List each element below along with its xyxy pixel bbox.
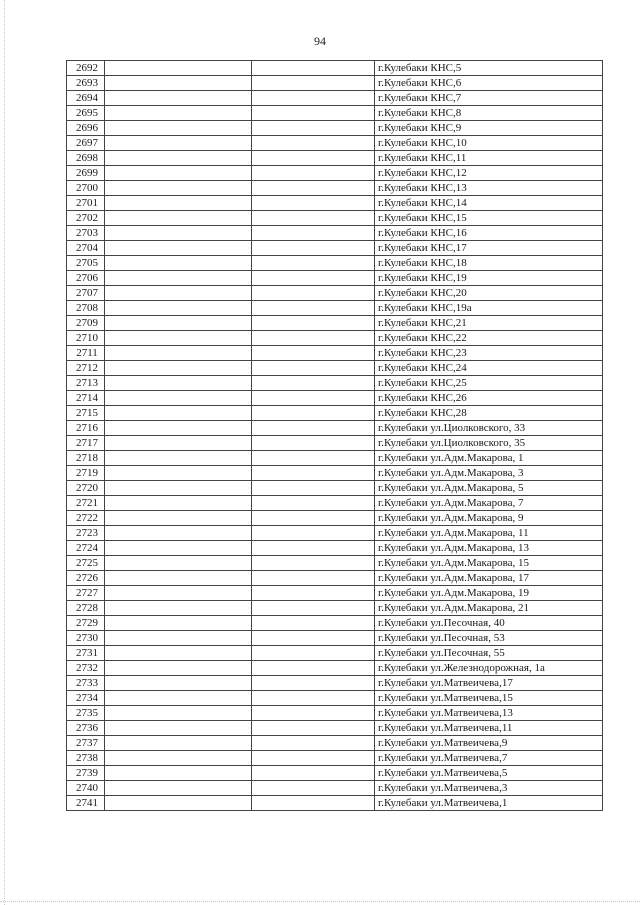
table-row (67, 331, 603, 346)
row-number-cell: 2714 (67, 391, 105, 406)
empty-cell (105, 346, 252, 361)
row-number-cell: 2704 (67, 241, 105, 256)
empty-cell (105, 631, 252, 646)
empty-cell (105, 466, 252, 481)
empty-cell (105, 541, 252, 556)
empty-cell (252, 421, 375, 436)
empty-cell (105, 286, 252, 301)
row-number-cell: 2713 (67, 376, 105, 391)
table-row (67, 526, 603, 541)
table-row (67, 226, 603, 241)
row-number-cell: 2728 (67, 601, 105, 616)
empty-cell (105, 226, 252, 241)
address-cell: г.Кулебаки КНС,20 (375, 286, 603, 301)
empty-cell (105, 151, 252, 166)
empty-cell (105, 481, 252, 496)
table-row (67, 181, 603, 196)
empty-cell (105, 496, 252, 511)
row-number-cell: 2715 (67, 406, 105, 421)
row-number-cell: 2698 (67, 151, 105, 166)
row-number-cell: 2719 (67, 466, 105, 481)
empty-cell (105, 76, 252, 91)
address-cell: г.Кулебаки ул.Циолковского, 33 (375, 421, 603, 436)
empty-cell (105, 721, 252, 736)
empty-cell (252, 511, 375, 526)
table-row (67, 136, 603, 151)
empty-cell (105, 316, 252, 331)
empty-cell (252, 481, 375, 496)
empty-cell (105, 571, 252, 586)
table-row (67, 751, 603, 766)
table-row (67, 721, 603, 736)
empty-cell (105, 106, 252, 121)
row-number-cell: 2710 (67, 331, 105, 346)
table-row (67, 571, 603, 586)
table-row (67, 511, 603, 526)
row-number-cell: 2695 (67, 106, 105, 121)
empty-cell (252, 376, 375, 391)
row-number-cell: 2725 (67, 556, 105, 571)
table-row (67, 646, 603, 661)
table-row (67, 466, 603, 481)
empty-cell (252, 256, 375, 271)
empty-cell (252, 781, 375, 796)
empty-cell (252, 706, 375, 721)
row-number-cell: 2723 (67, 526, 105, 541)
table-row (67, 541, 603, 556)
table-row (67, 106, 603, 121)
address-cell: г.Кулебаки ул.Матвеичева,7 (375, 751, 603, 766)
address-cell: г.Кулебаки ул.Песочная, 53 (375, 631, 603, 646)
empty-cell (252, 181, 375, 196)
empty-cell (252, 631, 375, 646)
row-number-cell: 2727 (67, 586, 105, 601)
address-cell: г.Кулебаки ул.Адм.Макарова, 21 (375, 601, 603, 616)
empty-cell (252, 391, 375, 406)
address-cell: г.Кулебаки ул.Матвеичева,1 (375, 796, 603, 811)
address-cell: г.Кулебаки ул.Адм.Макарова, 3 (375, 466, 603, 481)
empty-cell (252, 466, 375, 481)
empty-cell (252, 541, 375, 556)
empty-cell (105, 601, 252, 616)
table-row (67, 76, 603, 91)
page-number: 94 (314, 34, 326, 48)
row-number-cell: 2726 (67, 571, 105, 586)
empty-cell (105, 451, 252, 466)
empty-cell (252, 556, 375, 571)
empty-cell (105, 241, 252, 256)
empty-cell (252, 676, 375, 691)
table-row (67, 406, 603, 421)
table-row (67, 451, 603, 466)
empty-cell (252, 736, 375, 751)
empty-cell (105, 421, 252, 436)
table-row (67, 481, 603, 496)
address-cell: г.Кулебаки ул.Матвеичева,13 (375, 706, 603, 721)
empty-cell (105, 331, 252, 346)
address-cell: г.Кулебаки ул.Адм.Макарова, 5 (375, 481, 603, 496)
address-cell: г.Кулебаки КНС,26 (375, 391, 603, 406)
address-cell: г.Кулебаки ул.Циолковского, 35 (375, 436, 603, 451)
table-row (67, 316, 603, 331)
empty-cell (105, 376, 252, 391)
address-cell: г.Кулебаки КНС,8 (375, 106, 603, 121)
table-row (67, 376, 603, 391)
empty-cell (105, 256, 252, 271)
row-number-cell: 2732 (67, 661, 105, 676)
address-cell: г.Кулебаки КНС,7 (375, 91, 603, 106)
table-row (67, 781, 603, 796)
row-number-cell: 2716 (67, 421, 105, 436)
empty-cell (105, 676, 252, 691)
table-row (67, 661, 603, 676)
address-cell: г.Кулебаки КНС,15 (375, 211, 603, 226)
empty-cell (252, 151, 375, 166)
empty-cell (105, 526, 252, 541)
empty-cell (105, 691, 252, 706)
address-cell: г.Кулебаки ул.Адм.Макарова, 15 (375, 556, 603, 571)
table-row (67, 436, 603, 451)
row-number-cell: 2721 (67, 496, 105, 511)
scan-edge-bottom (0, 901, 640, 903)
table-row (67, 301, 603, 316)
empty-cell (252, 301, 375, 316)
address-cell: г.Кулебаки ул.Песочная, 40 (375, 616, 603, 631)
address-cell: г.Кулебаки КНС,18 (375, 256, 603, 271)
empty-cell (252, 136, 375, 151)
address-cell: г.Кулебаки КНС,19а (375, 301, 603, 316)
row-number-cell: 2730 (67, 631, 105, 646)
row-number-cell: 2738 (67, 751, 105, 766)
empty-cell (105, 661, 252, 676)
address-cell: г.Кулебаки КНС,14 (375, 196, 603, 211)
address-cell: г.Кулебаки КНС,19 (375, 271, 603, 286)
row-number-cell: 2739 (67, 766, 105, 781)
row-number-cell: 2737 (67, 736, 105, 751)
empty-cell (252, 796, 375, 811)
address-cell: г.Кулебаки ул.Адм.Макарова, 19 (375, 586, 603, 601)
address-cell: г.Кулебаки ул.Матвеичева,5 (375, 766, 603, 781)
row-number-cell: 2722 (67, 511, 105, 526)
table-row (67, 766, 603, 781)
table-row (67, 586, 603, 601)
empty-cell (105, 391, 252, 406)
empty-cell (252, 316, 375, 331)
table-row (67, 796, 603, 811)
table-row (67, 211, 603, 226)
table-row (67, 121, 603, 136)
empty-cell (252, 106, 375, 121)
row-number-cell: 2705 (67, 256, 105, 271)
empty-cell (105, 181, 252, 196)
row-number-cell: 2736 (67, 721, 105, 736)
empty-cell (252, 331, 375, 346)
row-number-cell: 2711 (67, 346, 105, 361)
empty-cell (105, 361, 252, 376)
row-number-cell: 2720 (67, 481, 105, 496)
address-cell: г.Кулебаки КНС,23 (375, 346, 603, 361)
empty-cell (252, 721, 375, 736)
empty-cell (252, 241, 375, 256)
row-number-cell: 2693 (67, 76, 105, 91)
empty-cell (252, 166, 375, 181)
address-cell: г.Кулебаки ул.Железнодорожная, 1а (375, 661, 603, 676)
empty-cell (105, 91, 252, 106)
empty-cell (105, 646, 252, 661)
empty-cell (252, 361, 375, 376)
address-cell: г.Кулебаки КНС,11 (375, 151, 603, 166)
empty-cell (252, 76, 375, 91)
row-number-cell: 2712 (67, 361, 105, 376)
table-row (67, 346, 603, 361)
address-cell: г.Кулебаки ул.Адм.Макарова, 7 (375, 496, 603, 511)
address-cell: г.Кулебаки КНС,13 (375, 181, 603, 196)
row-number-cell: 2696 (67, 121, 105, 136)
address-cell: г.Кулебаки ул.Матвеичева,17 (375, 676, 603, 691)
row-number-cell: 2729 (67, 616, 105, 631)
address-cell: г.Кулебаки КНС,9 (375, 121, 603, 136)
row-number-cell: 2717 (67, 436, 105, 451)
row-number-cell: 2700 (67, 181, 105, 196)
empty-cell (252, 61, 375, 76)
empty-cell (105, 796, 252, 811)
table-row (67, 241, 603, 256)
row-number-cell: 2706 (67, 271, 105, 286)
address-cell: г.Кулебаки КНС,21 (375, 316, 603, 331)
address-cell: г.Кулебаки ул.Адм.Макарова, 13 (375, 541, 603, 556)
empty-cell (105, 211, 252, 226)
table-row (67, 706, 603, 721)
address-cell: г.Кулебаки КНС,5 (375, 61, 603, 76)
address-cell: г.Кулебаки КНС,17 (375, 241, 603, 256)
row-number-cell: 2694 (67, 91, 105, 106)
empty-cell (252, 211, 375, 226)
empty-cell (252, 91, 375, 106)
row-number-cell: 2731 (67, 646, 105, 661)
empty-cell (252, 121, 375, 136)
row-number-cell: 2701 (67, 196, 105, 211)
empty-cell (105, 166, 252, 181)
empty-cell (105, 616, 252, 631)
address-cell: г.Кулебаки КНС,10 (375, 136, 603, 151)
table-row (67, 616, 603, 631)
empty-cell (105, 136, 252, 151)
empty-cell (105, 781, 252, 796)
row-number-cell: 2709 (67, 316, 105, 331)
address-cell: г.Кулебаки ул.Адм.Макарова, 11 (375, 526, 603, 541)
address-cell: г.Кулебаки КНС,16 (375, 226, 603, 241)
empty-cell (105, 121, 252, 136)
registry-table (66, 60, 603, 811)
table-row (67, 151, 603, 166)
row-number-cell: 2699 (67, 166, 105, 181)
table-row (67, 601, 603, 616)
table-row (67, 496, 603, 511)
empty-cell (252, 451, 375, 466)
empty-cell (252, 751, 375, 766)
empty-cell (252, 526, 375, 541)
empty-cell (252, 571, 375, 586)
empty-cell (252, 286, 375, 301)
address-cell: г.Кулебаки КНС,12 (375, 166, 603, 181)
empty-cell (105, 301, 252, 316)
empty-cell (252, 496, 375, 511)
table-row (67, 361, 603, 376)
row-number-cell: 2718 (67, 451, 105, 466)
empty-cell (252, 601, 375, 616)
address-cell: г.Кулебаки ул.Матвеичева,15 (375, 691, 603, 706)
empty-cell (105, 736, 252, 751)
row-number-cell: 2708 (67, 301, 105, 316)
row-number-cell: 2692 (67, 61, 105, 76)
table-row (67, 736, 603, 751)
scan-edge-left (4, 0, 6, 905)
address-cell: г.Кулебаки КНС,6 (375, 76, 603, 91)
empty-cell (105, 706, 252, 721)
table-row (67, 676, 603, 691)
empty-cell (105, 751, 252, 766)
empty-cell (105, 586, 252, 601)
table-row (67, 256, 603, 271)
row-number-cell: 2740 (67, 781, 105, 796)
empty-cell (252, 346, 375, 361)
table-row (67, 286, 603, 301)
row-number-cell: 2702 (67, 211, 105, 226)
address-cell: г.Кулебаки КНС,22 (375, 331, 603, 346)
empty-cell (252, 196, 375, 211)
empty-cell (252, 661, 375, 676)
address-cell: г.Кулебаки КНС,28 (375, 406, 603, 421)
empty-cell (252, 406, 375, 421)
empty-cell (105, 766, 252, 781)
table-row (67, 61, 603, 76)
address-cell: г.Кулебаки ул.Песочная, 55 (375, 646, 603, 661)
table-row (67, 391, 603, 406)
address-cell: г.Кулебаки ул.Матвеичева,9 (375, 736, 603, 751)
empty-cell (252, 271, 375, 286)
empty-cell (252, 766, 375, 781)
empty-cell (252, 646, 375, 661)
table-row (67, 631, 603, 646)
address-cell: г.Кулебаки КНС,24 (375, 361, 603, 376)
address-cell: г.Кулебаки ул.Адм.Макарова, 1 (375, 451, 603, 466)
empty-cell (252, 226, 375, 241)
row-number-cell: 2735 (67, 706, 105, 721)
row-number-cell: 2697 (67, 136, 105, 151)
empty-cell (105, 556, 252, 571)
address-cell: г.Кулебаки ул.Матвеичева,11 (375, 721, 603, 736)
row-number-cell: 2733 (67, 676, 105, 691)
empty-cell (105, 511, 252, 526)
address-cell: г.Кулебаки ул.Матвеичева,3 (375, 781, 603, 796)
table-row (67, 91, 603, 106)
registry-table-body (67, 61, 603, 811)
table-row (67, 196, 603, 211)
empty-cell (252, 616, 375, 631)
table-row (67, 166, 603, 181)
address-cell: г.Кулебаки ул.Адм.Макарова, 17 (375, 571, 603, 586)
empty-cell (105, 406, 252, 421)
empty-cell (105, 271, 252, 286)
empty-cell (105, 436, 252, 451)
empty-cell (252, 691, 375, 706)
row-number-cell: 2703 (67, 226, 105, 241)
table-row (67, 691, 603, 706)
table-row (67, 556, 603, 571)
row-number-cell: 2724 (67, 541, 105, 556)
empty-cell (105, 196, 252, 211)
empty-cell (105, 61, 252, 76)
empty-cell (252, 586, 375, 601)
table-row (67, 421, 603, 436)
row-number-cell: 2734 (67, 691, 105, 706)
address-cell: г.Кулебаки ул.Адм.Макарова, 9 (375, 511, 603, 526)
address-cell: г.Кулебаки КНС,25 (375, 376, 603, 391)
row-number-cell: 2707 (67, 286, 105, 301)
empty-cell (252, 436, 375, 451)
row-number-cell: 2741 (67, 796, 105, 811)
table-row (67, 271, 603, 286)
